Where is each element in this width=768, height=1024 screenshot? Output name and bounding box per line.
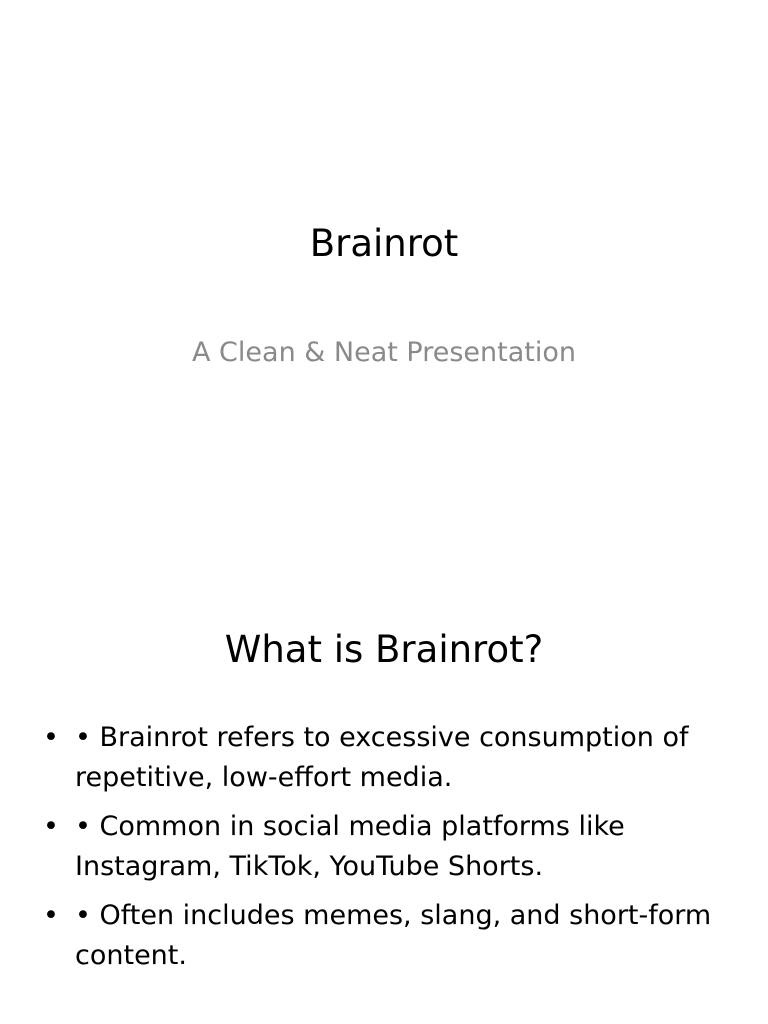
bullet-item bbox=[0, 896, 768, 976]
slide-title: What is Brainrot? bbox=[224, 628, 544, 671]
bullet-text: • Often includes memes, slang, and short-form content. bbox=[75, 900, 712, 971]
bullet-text: • Brainrot refers to excessive consumption of repetitive, low-effort media. bbox=[75, 722, 689, 793]
bullet-marker: • bbox=[43, 722, 59, 753]
bullet-item bbox=[0, 718, 768, 798]
bullet-marker: • bbox=[43, 811, 59, 842]
bullet-item bbox=[0, 807, 768, 887]
slide-subtitle: A Clean & Neat Presentation bbox=[192, 337, 576, 368]
bullet-marker: • bbox=[43, 900, 59, 931]
bullet-text: • Common in social media platforms like Instagram, TikTok, YouTube Shorts. bbox=[75, 811, 625, 882]
slide-title: Brainrot bbox=[309, 222, 459, 265]
bullet-list bbox=[0, 718, 768, 985]
content-slide bbox=[0, 576, 768, 1024]
